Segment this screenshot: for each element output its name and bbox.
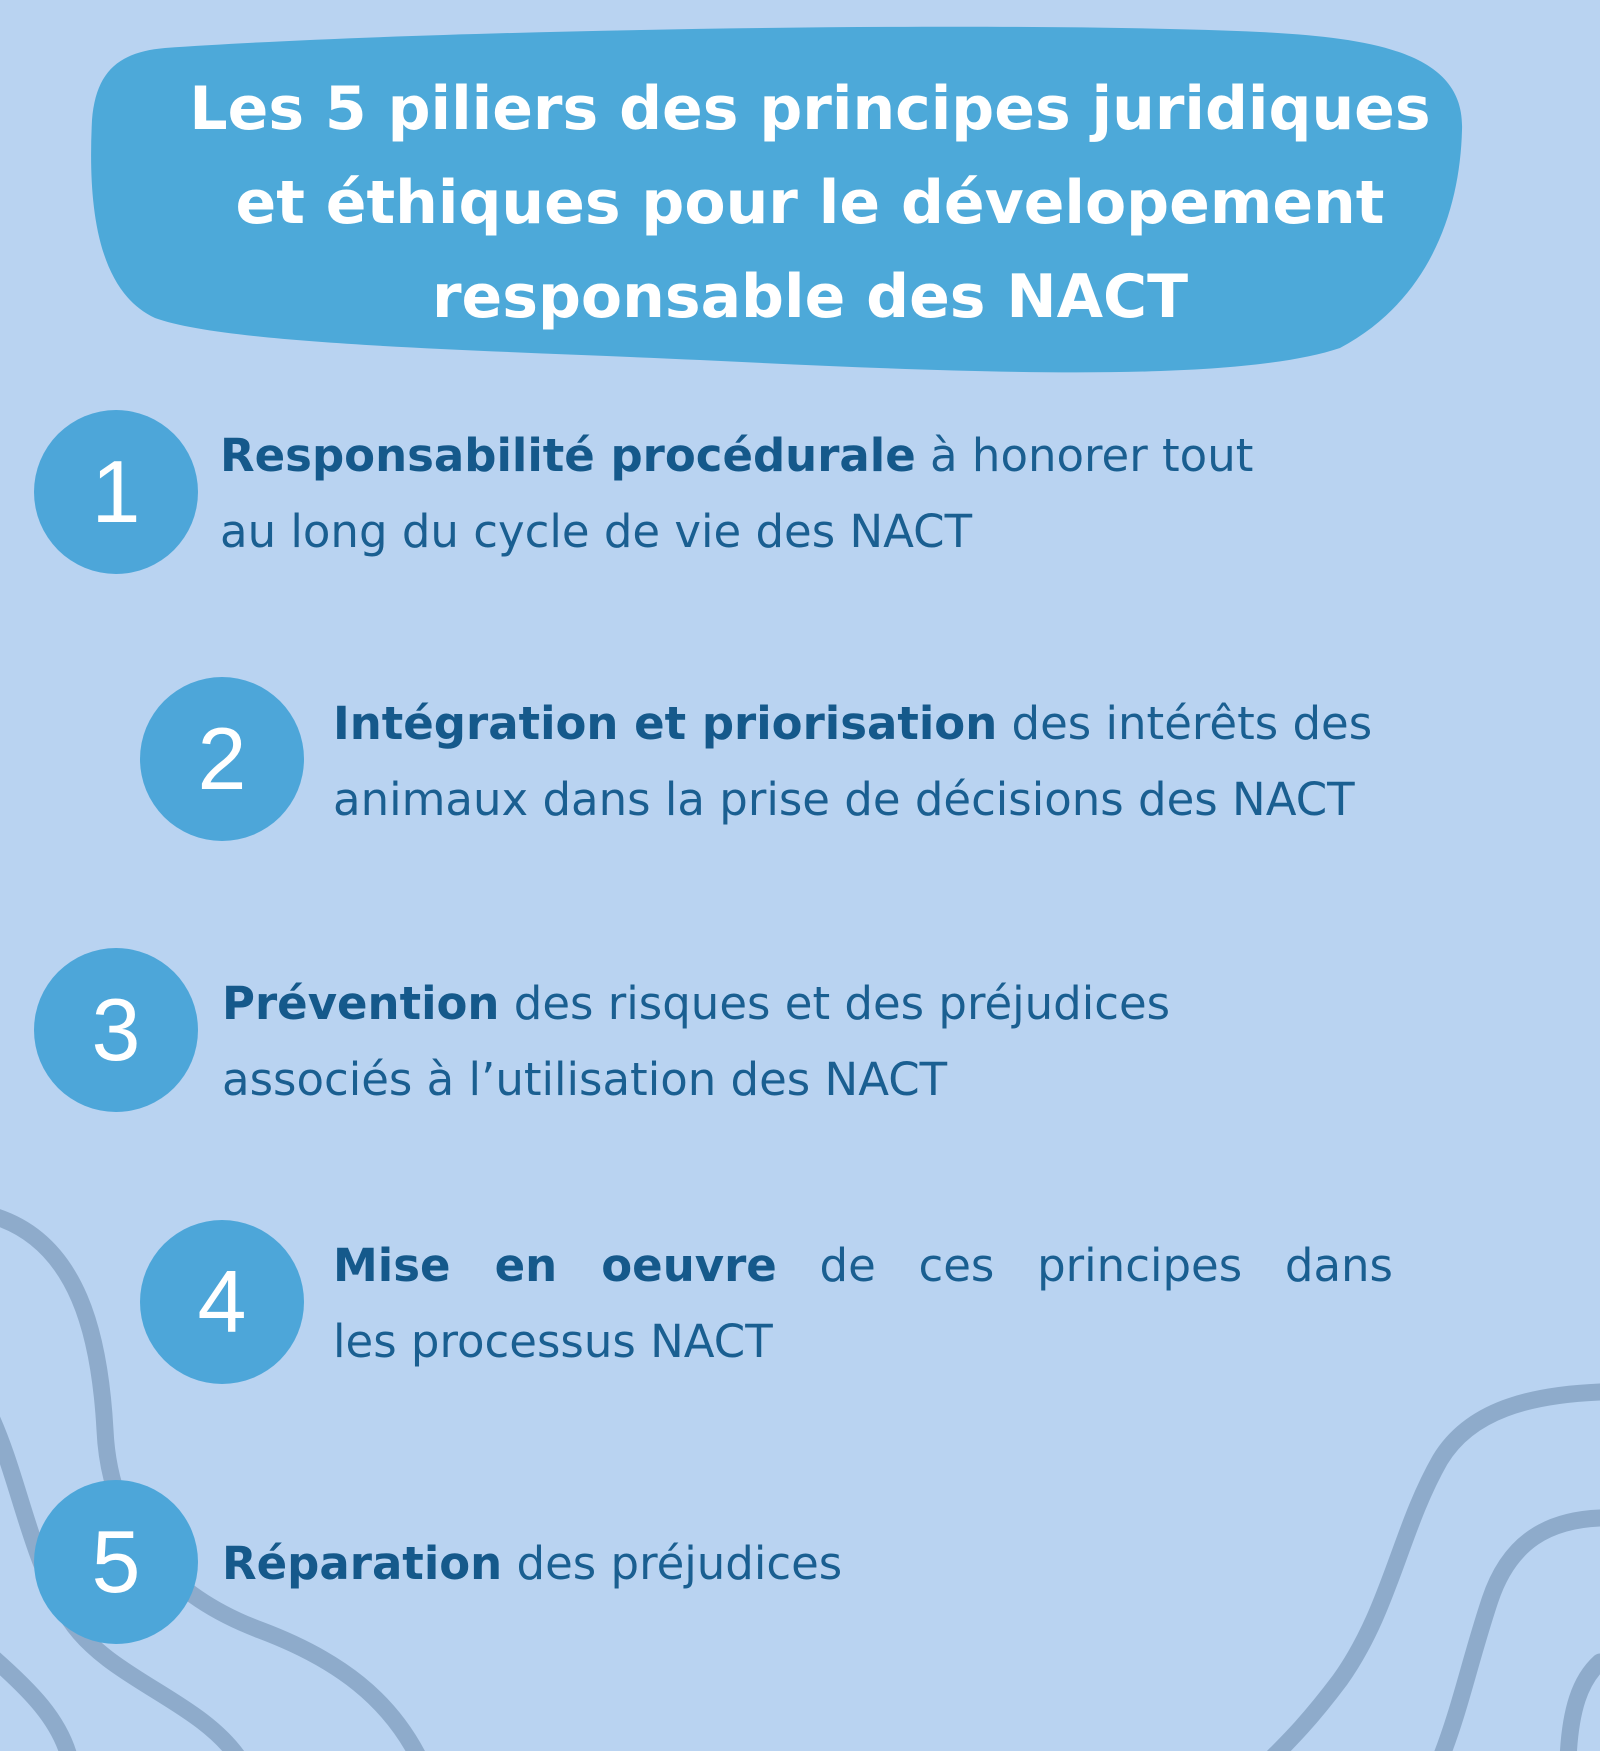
title-line-2: et éthiques pour le dévelopement — [235, 168, 1385, 238]
pillar-keyword: Responsabilité procédurale — [220, 429, 916, 482]
pillar-line-1 — [222, 966, 1422, 1042]
pillar-line-1 — [222, 1526, 1422, 1602]
pillar-keyword: Intégration et priorisation — [333, 697, 998, 750]
pillar-number-badge: 3 — [34, 948, 198, 1112]
pillar-number-badge: 5 — [34, 1480, 198, 1644]
title-line-3: responsable des NACT — [431, 262, 1189, 332]
pillar-line-1 — [333, 686, 1573, 762]
wave-right-3 — [1568, 1662, 1600, 1751]
pillar-keyword: Mise en oeuvre — [333, 1239, 777, 1292]
pillar-line-1-rest: des intérêts des — [997, 697, 1373, 750]
pillar-number-badge: 2 — [140, 677, 304, 841]
pillar-number-badge: 4 — [140, 1220, 304, 1384]
pillar-text — [222, 1526, 1422, 1602]
pillar-line-2: les processus NACT — [333, 1315, 773, 1368]
pillar-line-1 — [220, 418, 1420, 494]
pillar-line-1-rest: des risques et des préjudices — [499, 977, 1171, 1030]
title-line-1: Les 5 piliers des principes juridiques — [189, 74, 1431, 144]
pillar-text — [333, 1228, 1393, 1380]
pillar-line-1-rest: des préjudices — [502, 1537, 843, 1590]
pillar-line-2: animaux dans la prise de décisions des NACT — [333, 773, 1355, 826]
pillar-keyword: Réparation — [222, 1537, 503, 1590]
page-title — [120, 62, 1500, 344]
pillar-line-1 — [333, 1228, 1393, 1304]
pillar-text — [333, 686, 1573, 838]
wave-left-3 — [0, 1655, 70, 1751]
pillar-keyword: Prévention — [222, 977, 500, 1030]
pillar-line-2: au long du cycle de vie des NACT — [220, 505, 973, 558]
pillar-number-badge: 1 — [34, 410, 198, 574]
pillar-text — [222, 966, 1422, 1118]
pillar-line-2: associés à l’utilisation des NACT — [222, 1053, 948, 1106]
pillar-text — [220, 418, 1420, 570]
pillar-line-1-rest: de ces principes dans — [776, 1239, 1393, 1292]
pillar-line-1-rest: à honorer tout — [915, 429, 1254, 482]
